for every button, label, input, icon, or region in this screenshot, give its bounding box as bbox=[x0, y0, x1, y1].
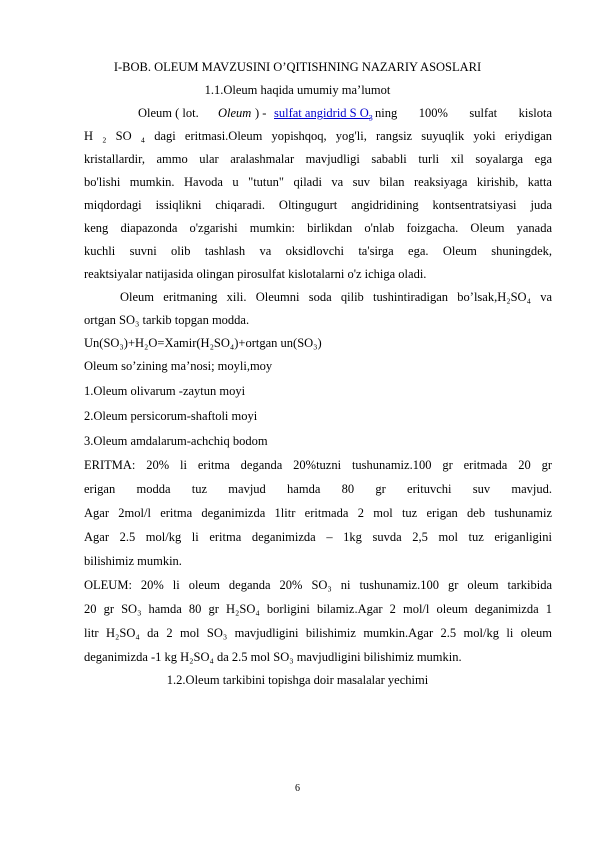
paragraph1-line7: kuchli suvni olib tashlash va oksidlovchi ta'sirga ega. Oleum shuningdek, bbox=[84, 244, 552, 258]
eritma-line2: erigan modda tuz mavjud hamda 80 gr erituvchi suv mavjud. bbox=[84, 482, 552, 496]
oleum-line2: 20 gr SO₃ hamda 80 gr H₂SO₄ borligini bilamiz.Agar 2 mol/l oleum deganimizda 1 bbox=[84, 602, 552, 616]
paragraph1-line6: keng diapazonda o'zgarishi mumkin: birlikdan o'nlab foizgacha. Oleum yanada bbox=[84, 221, 552, 235]
list-item: 2.Oleum persicorum-shaftoli moyi bbox=[84, 409, 258, 423]
paragraph1-line3: kristallardir, ammo ular aralashmalar mavjudligi sababli turli xil soyalarga ega bbox=[84, 152, 552, 166]
list-item: 3.Oleum amdalarum-achchiq bodom bbox=[84, 434, 268, 448]
eritma-line1: ERITMA: 20% li eritma deganda 20%tuzni tushunamiz.100 gr eritmada 20 gr bbox=[84, 458, 552, 472]
list-title: Oleum so’zining ma’nosi; moyli,moy bbox=[84, 359, 273, 373]
eritma-line3: Agar 2mol/l eritma deganimizda 1litr eritmada 2 mol tuz erigan deb tushunamiz bbox=[84, 506, 552, 520]
oleum-line3: litr H₂SO₄ da 2 mol SO₃ mavjudligini bilishimiz mumkin.Agar 2.5 mol/kg li oleum bbox=[84, 626, 552, 640]
paragraph1-line5: miqdordagi issiqlikni chiqaradi. Oltingugurt angidridining kontsentratsiyasi juda bbox=[84, 198, 552, 212]
p1-text-c: ) - bbox=[255, 106, 267, 120]
p1-text-d: ning 100% sulfat kislota bbox=[375, 106, 552, 120]
page-number: 6 bbox=[295, 783, 300, 794]
section-heading: 1.1.Oleum haqida umumiy ma’lumot bbox=[204, 83, 391, 97]
p1-latin-term: Oleum bbox=[218, 106, 252, 120]
eritma-line4: Agar 2.5 mol/kg li eritma deganimizda – 1kg suvda 2,5 mol tuz eriganligini bbox=[84, 530, 552, 544]
section2-heading: 1.2.Oleum tarkibini topishga doir masalalar yechimi bbox=[166, 673, 429, 687]
eritma-line5: bilishimiz mumkin. bbox=[84, 554, 182, 568]
oleum-line1: OLEUM: 20% li oleum deganda 20% SO₃ ni tushunamiz.100 gr oleum tarkibida bbox=[84, 578, 552, 592]
paragraph1-line2: H ₂ SO ₄ dagi eritmasi.Oleum yopishqoq, yog'li, rangsiz suyuqlik yoki eriydigan bbox=[84, 129, 552, 143]
oleum-line4: deganimizda -1 kg H₂SO₄ da 2.5 mol SO₃ mavjudligini bilishimiz mumkin. bbox=[84, 650, 462, 664]
paragraph2-line1: Oleum eritmaning xili. Oleumni soda qilib tushintiradigan bo’lsak,H₂SO₄ va bbox=[120, 290, 552, 304]
chapter-heading: I-BOB. OLEUM MAVZUSINI O’QITISHNING NAZARIY ASOSLARI bbox=[113, 60, 482, 74]
list-item: 1.Oleum olivarum -zaytun moyi bbox=[84, 384, 246, 398]
paragraph2-line2: ortgan SO₃ tarkib topgan modda. bbox=[84, 313, 250, 327]
paragraph1-line8: reaktsiyalar natijasida olingan pirosulfat kislotalarni o'z ichiga oladi. bbox=[84, 267, 427, 281]
p1-text-a: Oleum ( lot. bbox=[138, 106, 199, 120]
reaction-equation: Un(SO₃)+H₂O=Xamir(H₂SO₄)+ortgan un(SO₃) bbox=[84, 336, 322, 350]
sulfat-angidrid-link[interactable]: sulfat angidrid S $O_3$ bbox=[274, 106, 373, 123]
paragraph1-line4: bo'lishi mumkin. Havoda u "tutun" qiladi va suv bilan reaksiyaga kirishib, katta bbox=[84, 175, 552, 189]
